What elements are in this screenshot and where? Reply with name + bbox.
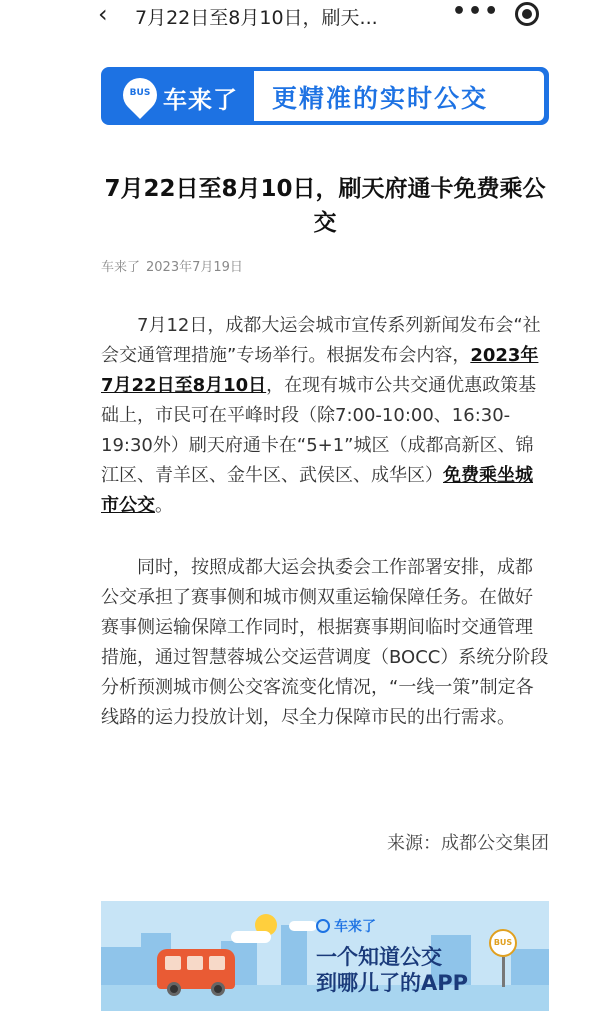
- nav-title: 7月22日至8月10日，刷天...: [135, 7, 378, 29]
- bus-wheel: [167, 982, 181, 996]
- article-source: 来源：成都公交集团: [387, 833, 549, 854]
- banner-brand: 车来了: [163, 86, 238, 114]
- bus-illustration-icon: [157, 949, 235, 989]
- bus-stop-sign-icon: BUS: [489, 929, 517, 957]
- building-shape: [101, 947, 141, 985]
- bus-stop-pole: [502, 957, 505, 987]
- cloud-icon: [231, 931, 271, 943]
- building-shape: [511, 949, 549, 985]
- header-banner: [101, 67, 549, 125]
- ad-logo-text: 车来了: [334, 919, 376, 935]
- p1-text-c: 。: [155, 495, 173, 516]
- bus-pin-label: BUS: [129, 88, 151, 98]
- p1-highlight-dates: 2023年7月22日至8月10日: [101, 345, 539, 396]
- top-nav-bar: [0, 0, 603, 30]
- ad-headline-2: 到哪儿了的APP: [316, 971, 469, 995]
- p1-text-b: ，在现有城市公共交通优惠政策基础上，市民可在平峰时段（除7:00-10:00、16:30-19:30外）刷天府通卡在“5+1”城区（成都高新区、锦江区、青羊区、金牛区、武侯区、成华区）: [101, 375, 537, 486]
- back-icon[interactable]: ‹: [98, 0, 108, 28]
- cloud-icon: [289, 921, 317, 931]
- p1-highlight-free: 免费乘坐城市公交: [101, 465, 533, 516]
- article-meta: [101, 256, 249, 275]
- article-date: 2023年7月19日: [146, 260, 243, 275]
- banner-slogan: 更精准的实时公交: [272, 84, 489, 113]
- bus-wheel: [211, 982, 225, 996]
- bus-window: [187, 956, 203, 970]
- building-shape: [281, 925, 307, 985]
- mini-program-close-icon[interactable]: [515, 2, 539, 26]
- article-author[interactable]: 车来了: [101, 260, 141, 275]
- article-paragraph-1: [101, 311, 549, 521]
- location-pin-icon: [316, 919, 330, 933]
- bus-window: [165, 956, 181, 970]
- bottom-ad-banner[interactable]: [101, 901, 549, 1011]
- article-title: 7月22日至8月10日，刷天府通卡免费乘公交: [104, 176, 546, 236]
- article-paragraph-2: 同时，按照成都大运会执委会工作部署安排，成都公交承担了赛事侧和城市侧双重运输保障任务。在做好赛事侧运输保障工作同时，根据赛事期间临时交通管理措施，通过智慧蓉城公交运营调度（BOCC）系统分阶段分析预测城市侧公交客流变化情况，“一线一策”制定各线路的运力投放计划，尽全力保障市民的出行需求。: [101, 557, 549, 728]
- bus-window: [209, 956, 225, 970]
- p1-text-a: 7月12日，成都大运会城市宣传系列新闻发布会“社会交通管理措施”专场举行。根据发布会内容，: [101, 315, 541, 366]
- more-options-icon[interactable]: •••: [452, 0, 501, 24]
- banner-slogan-box: [254, 71, 544, 121]
- ad-headline-1: 一个知道公交: [316, 945, 442, 969]
